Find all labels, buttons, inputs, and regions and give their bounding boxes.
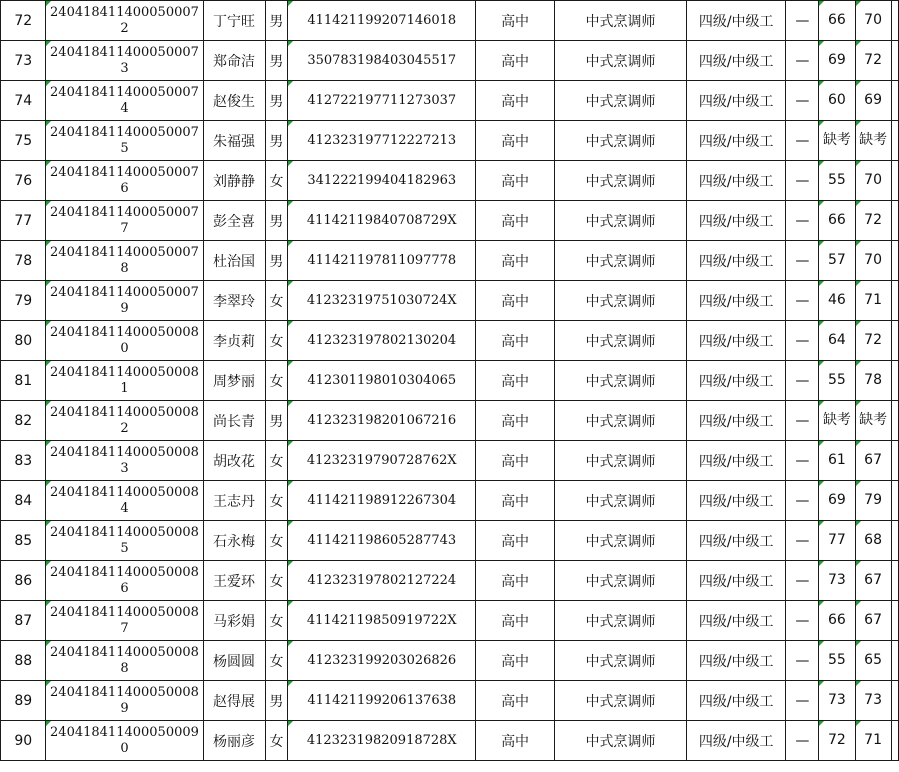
table-row (1, 361, 899, 401)
cell-id-number[interactable]: 341222199404182963 (288, 161, 476, 201)
table-body (1, 0, 899, 761)
cell-extra[interactable] (891, 601, 898, 641)
table-row (1, 81, 899, 121)
cell-extra[interactable] (891, 721, 898, 761)
cell-sex[interactable]: 女 (265, 161, 288, 201)
cell-id-number[interactable]: 412301198010304065 (288, 361, 476, 401)
cell-sex[interactable]: 女 (265, 361, 288, 401)
cell-level[interactable]: 四级/中级工 (687, 601, 786, 641)
cell-no[interactable]: 88 (1, 641, 46, 681)
cell-score-1[interactable]: 66 (819, 1, 855, 41)
cell-no[interactable]: 77 (1, 201, 46, 241)
cell-extra[interactable] (891, 81, 898, 121)
cell-dash[interactable]: — (786, 1, 819, 41)
cell-occupation[interactable]: 中式烹调师 (554, 161, 686, 201)
cell-name[interactable]: 王爱环 (203, 561, 265, 601)
cell-extra[interactable] (891, 121, 898, 161)
cell-dash[interactable]: — (786, 561, 819, 601)
cell-no[interactable]: 89 (1, 681, 46, 721)
cell-no[interactable]: 73 (1, 41, 46, 81)
table-row (1, 1, 899, 41)
cell-sex[interactable]: 男 (265, 41, 288, 81)
cell-ticket[interactable]: 2404184114000500089 (46, 681, 203, 721)
cell-no[interactable]: 81 (1, 361, 46, 401)
cell-level[interactable]: 四级/中级工 (687, 521, 786, 561)
cell-name[interactable]: 王志丹 (203, 481, 265, 521)
cell-score-1[interactable]: 73 (819, 681, 855, 721)
cell-dash[interactable]: — (786, 241, 819, 281)
cell-occupation[interactable]: 中式烹调师 (554, 361, 686, 401)
cell-extra[interactable] (891, 1, 898, 41)
cell-id-number[interactable]: 41232319751030724X (288, 281, 476, 321)
cell-score-2[interactable]: 73 (855, 681, 891, 721)
cell-score-2[interactable]: 70 (855, 1, 891, 41)
table-row (1, 601, 899, 641)
cell-no[interactable]: 90 (1, 721, 46, 761)
cell-id-number[interactable]: 41142119850919722X (288, 601, 476, 641)
cell-education[interactable]: 高中 (476, 1, 555, 41)
cell-education[interactable]: 高中 (476, 721, 555, 761)
cell-score-1[interactable]: 66 (819, 601, 855, 641)
cell-name[interactable]: 李翠玲 (203, 281, 265, 321)
cell-no[interactable]: 79 (1, 281, 46, 321)
cell-occupation[interactable]: 中式烹调师 (554, 81, 686, 121)
cell-level[interactable]: 四级/中级工 (687, 201, 786, 241)
cell-level[interactable]: 四级/中级工 (687, 401, 786, 441)
cell-level[interactable]: 四级/中级工 (687, 641, 786, 681)
cell-occupation[interactable]: 中式烹调师 (554, 481, 686, 521)
cell-ticket[interactable]: 2404184114000500090 (46, 721, 203, 761)
cell-no[interactable]: 84 (1, 481, 46, 521)
cell-dash[interactable]: — (786, 201, 819, 241)
cell-occupation[interactable]: 中式烹调师 (554, 521, 686, 561)
cell-ticket[interactable]: 2404184114000500087 (46, 601, 203, 641)
cell-level[interactable]: 四级/中级工 (687, 121, 786, 161)
cell-level[interactable]: 四级/中级工 (687, 721, 786, 761)
cell-score-2[interactable]: 79 (855, 481, 891, 521)
cell-score-2[interactable]: 72 (855, 201, 891, 241)
cell-extra[interactable] (891, 441, 898, 481)
cell-score-1[interactable]: 60 (819, 81, 855, 121)
cell-name[interactable]: 赵得展 (203, 681, 265, 721)
cell-ticket[interactable]: 2404184114000500079 (46, 281, 203, 321)
cell-education[interactable]: 高中 (476, 641, 555, 681)
cell-education[interactable]: 高中 (476, 601, 555, 641)
cell-occupation[interactable]: 中式烹调师 (554, 441, 686, 481)
cell-dash[interactable]: — (786, 601, 819, 641)
cell-score-1[interactable]: 55 (819, 361, 855, 401)
cell-score-1[interactable]: 72 (819, 721, 855, 761)
cell-education[interactable]: 高中 (476, 81, 555, 121)
cell-id-number[interactable]: 412323197712227213 (288, 121, 476, 161)
cell-ticket[interactable]: 2404184114000500076 (46, 161, 203, 201)
cell-score-1[interactable]: 77 (819, 521, 855, 561)
cell-level[interactable]: 四级/中级工 (687, 1, 786, 41)
cell-education[interactable]: 高中 (476, 241, 555, 281)
cell-no[interactable]: 82 (1, 401, 46, 441)
cell-no[interactable]: 74 (1, 81, 46, 121)
table-row (1, 561, 899, 601)
cell-name[interactable]: 杨丽彦 (203, 721, 265, 761)
table-row (1, 681, 899, 721)
table-row (1, 521, 899, 561)
cell-sex[interactable]: 男 (265, 201, 288, 241)
cell-dash[interactable]: — (786, 281, 819, 321)
cell-score-2[interactable]: 缺考 (855, 121, 891, 161)
cell-ticket[interactable]: 2404184114000500084 (46, 481, 203, 521)
cell-level[interactable]: 四级/中级工 (687, 41, 786, 81)
cell-score-2[interactable]: 71 (855, 281, 891, 321)
cell-level[interactable]: 四级/中级工 (687, 321, 786, 361)
cell-name[interactable]: 杨圆圆 (203, 641, 265, 681)
table-row (1, 41, 899, 81)
cell-score-1[interactable]: 64 (819, 321, 855, 361)
cell-extra[interactable] (891, 521, 898, 561)
cell-name[interactable]: 杜治国 (203, 241, 265, 281)
cell-sex[interactable]: 男 (265, 241, 288, 281)
cell-extra[interactable] (891, 481, 898, 521)
cell-dash[interactable]: — (786, 481, 819, 521)
cell-extra[interactable] (891, 281, 898, 321)
cell-no[interactable]: 75 (1, 121, 46, 161)
cell-level[interactable]: 四级/中级工 (687, 681, 786, 721)
cell-sex[interactable]: 男 (265, 121, 288, 161)
cell-id-number[interactable]: 411421197811097778 (288, 241, 476, 281)
cell-sex[interactable]: 男 (265, 81, 288, 121)
cell-id-number[interactable]: 411421199206137638 (288, 681, 476, 721)
cell-name[interactable]: 胡改花 (203, 441, 265, 481)
cell-name[interactable]: 郑命洁 (203, 41, 265, 81)
table-row (1, 721, 899, 761)
cell-occupation[interactable]: 中式烹调师 (554, 401, 686, 441)
cell-ticket[interactable]: 2404184114000500077 (46, 201, 203, 241)
cell-sex[interactable]: 男 (265, 1, 288, 41)
table-row (1, 161, 899, 201)
cell-occupation[interactable]: 中式烹调师 (554, 201, 686, 241)
cell-extra[interactable] (891, 561, 898, 601)
cell-sex[interactable]: 男 (265, 401, 288, 441)
cell-dash[interactable]: — (786, 681, 819, 721)
cell-sex[interactable]: 女 (265, 561, 288, 601)
cell-occupation[interactable]: 中式烹调师 (554, 721, 686, 761)
cell-id-number[interactable]: 411421198605287743 (288, 521, 476, 561)
cell-sex[interactable]: 女 (265, 441, 288, 481)
cell-no[interactable]: 80 (1, 321, 46, 361)
cell-no[interactable]: 83 (1, 441, 46, 481)
cell-dash[interactable]: — (786, 361, 819, 401)
table-row (1, 201, 899, 241)
cell-education[interactable]: 高中 (476, 201, 555, 241)
cell-dash[interactable]: — (786, 521, 819, 561)
cell-education[interactable]: 高中 (476, 161, 555, 201)
cell-ticket[interactable]: 2404184114000500085 (46, 521, 203, 561)
cell-extra[interactable] (891, 241, 898, 281)
cell-score-2[interactable]: 70 (855, 241, 891, 281)
cell-occupation[interactable]: 中式烹调师 (554, 41, 686, 81)
cell-dash[interactable]: — (786, 641, 819, 681)
cell-ticket[interactable]: 2404184114000500074 (46, 81, 203, 121)
cell-occupation[interactable]: 中式烹调师 (554, 561, 686, 601)
cell-id-number[interactable]: 412323197802127224 (288, 561, 476, 601)
cell-occupation[interactable]: 中式烹调师 (554, 1, 686, 41)
cell-name[interactable]: 彭全喜 (203, 201, 265, 241)
cell-level[interactable]: 四级/中级工 (687, 161, 786, 201)
cell-dash[interactable]: — (786, 401, 819, 441)
cell-education[interactable]: 高中 (476, 681, 555, 721)
cell-occupation[interactable]: 中式烹调师 (554, 641, 686, 681)
table-row (1, 441, 899, 481)
cell-score-2[interactable]: 71 (855, 721, 891, 761)
cell-id-number[interactable]: 411421199207146018 (288, 1, 476, 41)
cell-sex[interactable]: 女 (265, 721, 288, 761)
cell-education[interactable]: 高中 (476, 481, 555, 521)
cell-no[interactable]: 78 (1, 241, 46, 281)
cell-ticket[interactable]: 2404184114000500081 (46, 361, 203, 401)
cell-level[interactable]: 四级/中级工 (687, 441, 786, 481)
cell-score-1[interactable]: 缺考 (819, 401, 855, 441)
cell-id-number[interactable]: 41142119840708729X (288, 201, 476, 241)
cell-id-number[interactable]: 411421198912267304 (288, 481, 476, 521)
cell-no[interactable]: 85 (1, 521, 46, 561)
cell-sex[interactable]: 男 (265, 681, 288, 721)
cell-occupation[interactable]: 中式烹调师 (554, 281, 686, 321)
cell-education[interactable]: 高中 (476, 41, 555, 81)
cell-name[interactable]: 周梦丽 (203, 361, 265, 401)
cell-dash[interactable]: — (786, 721, 819, 761)
cell-sex[interactable]: 女 (265, 481, 288, 521)
cell-score-2[interactable]: 67 (855, 601, 891, 641)
cell-id-number[interactable]: 41232319790728762X (288, 441, 476, 481)
cell-score-2[interactable]: 69 (855, 81, 891, 121)
cell-name[interactable]: 李贞莉 (203, 321, 265, 361)
cell-name[interactable]: 朱福强 (203, 121, 265, 161)
table-row (1, 321, 899, 361)
cell-ticket[interactable]: 2404184114000500078 (46, 241, 203, 281)
cell-score-1[interactable]: 46 (819, 281, 855, 321)
cell-sex[interactable]: 女 (265, 321, 288, 361)
cell-no[interactable]: 76 (1, 161, 46, 201)
cell-level[interactable]: 四级/中级工 (687, 561, 786, 601)
cell-score-1[interactable]: 缺考 (819, 121, 855, 161)
table-row (1, 481, 899, 521)
cell-ticket[interactable]: 2404184114000500080 (46, 321, 203, 361)
cell-dash[interactable]: — (786, 41, 819, 81)
cell-occupation[interactable]: 中式烹调师 (554, 241, 686, 281)
cell-dash[interactable]: — (786, 81, 819, 121)
cell-ticket[interactable]: 2404184114000500072 (46, 1, 203, 41)
cell-extra[interactable] (891, 161, 898, 201)
cell-score-1[interactable]: 55 (819, 641, 855, 681)
cell-id-number[interactable]: 41232319820918728X (288, 721, 476, 761)
cell-ticket[interactable]: 2404184114000500088 (46, 641, 203, 681)
cell-extra[interactable] (891, 401, 898, 441)
table-row (1, 241, 899, 281)
cell-score-2[interactable]: 68 (855, 521, 891, 561)
cell-name[interactable]: 刘静静 (203, 161, 265, 201)
cell-no[interactable]: 72 (1, 1, 46, 41)
cell-extra[interactable] (891, 321, 898, 361)
cell-education[interactable]: 高中 (476, 281, 555, 321)
cell-score-2[interactable]: 65 (855, 641, 891, 681)
cell-education[interactable]: 高中 (476, 441, 555, 481)
cell-education[interactable]: 高中 (476, 401, 555, 441)
cell-education[interactable]: 高中 (476, 521, 555, 561)
cell-occupation[interactable]: 中式烹调师 (554, 601, 686, 641)
cell-name[interactable]: 尚长青 (203, 401, 265, 441)
cell-extra[interactable] (891, 681, 898, 721)
cell-score-2[interactable]: 缺考 (855, 401, 891, 441)
cell-extra[interactable] (891, 361, 898, 401)
cell-dash[interactable]: — (786, 121, 819, 161)
cell-extra[interactable] (891, 641, 898, 681)
cell-score-2[interactable]: 67 (855, 441, 891, 481)
cell-id-number[interactable]: 412722197711273037 (288, 81, 476, 121)
cell-no[interactable]: 87 (1, 601, 46, 641)
cell-education[interactable]: 高中 (476, 561, 555, 601)
cell-occupation[interactable]: 中式烹调师 (554, 121, 686, 161)
cell-name[interactable]: 石永梅 (203, 521, 265, 561)
cell-extra[interactable] (891, 41, 898, 81)
cell-id-number[interactable]: 412323197802130204 (288, 321, 476, 361)
cell-education[interactable]: 高中 (476, 361, 555, 401)
cell-sex[interactable]: 女 (265, 641, 288, 681)
cell-score-1[interactable]: 73 (819, 561, 855, 601)
cell-id-number[interactable]: 412323198201067216 (288, 401, 476, 441)
cell-ticket[interactable]: 2404184114000500082 (46, 401, 203, 441)
cell-sex[interactable]: 女 (265, 601, 288, 641)
cell-ticket[interactable]: 2404184114000500086 (46, 561, 203, 601)
cell-score-2[interactable]: 67 (855, 561, 891, 601)
cell-score-2[interactable]: 70 (855, 161, 891, 201)
cell-name[interactable]: 丁宁旺 (203, 1, 265, 41)
cell-level[interactable]: 四级/中级工 (687, 241, 786, 281)
table-row (1, 641, 899, 681)
cell-score-1[interactable]: 66 (819, 201, 855, 241)
cell-id-number[interactable]: 412323199203026826 (288, 641, 476, 681)
cell-level[interactable]: 四级/中级工 (687, 281, 786, 321)
cell-sex[interactable]: 女 (265, 521, 288, 561)
cell-dash[interactable]: — (786, 161, 819, 201)
cell-no[interactable]: 86 (1, 561, 46, 601)
table-row (1, 401, 899, 441)
cell-dash[interactable]: — (786, 441, 819, 481)
cell-score-2[interactable]: 72 (855, 321, 891, 361)
cell-score-1[interactable]: 55 (819, 161, 855, 201)
cell-occupation[interactable]: 中式烹调师 (554, 681, 686, 721)
cell-ticket[interactable]: 2404184114000500083 (46, 441, 203, 481)
cell-name[interactable]: 赵俊生 (203, 81, 265, 121)
cell-education[interactable]: 高中 (476, 321, 555, 361)
cell-sex[interactable]: 女 (265, 281, 288, 321)
cell-extra[interactable] (891, 201, 898, 241)
cell-ticket[interactable]: 2404184114000500075 (46, 121, 203, 161)
cell-id-number[interactable]: 350783198403045517 (288, 41, 476, 81)
cell-score-1[interactable]: 61 (819, 441, 855, 481)
cell-education[interactable]: 高中 (476, 121, 555, 161)
cell-score-1[interactable]: 57 (819, 241, 855, 281)
cell-level[interactable]: 四级/中级工 (687, 481, 786, 521)
cell-ticket[interactable]: 2404184114000500073 (46, 41, 203, 81)
cell-score-2[interactable]: 78 (855, 361, 891, 401)
cell-occupation[interactable]: 中式烹调师 (554, 321, 686, 361)
cell-name[interactable]: 马彩娟 (203, 601, 265, 641)
table-row (1, 281, 899, 321)
table-row (1, 121, 899, 161)
cell-score-2[interactable]: 72 (855, 41, 891, 81)
cell-level[interactable]: 四级/中级工 (687, 81, 786, 121)
cell-score-1[interactable]: 69 (819, 481, 855, 521)
cell-level[interactable]: 四级/中级工 (687, 361, 786, 401)
cell-score-1[interactable]: 69 (819, 41, 855, 81)
cell-dash[interactable]: — (786, 321, 819, 361)
